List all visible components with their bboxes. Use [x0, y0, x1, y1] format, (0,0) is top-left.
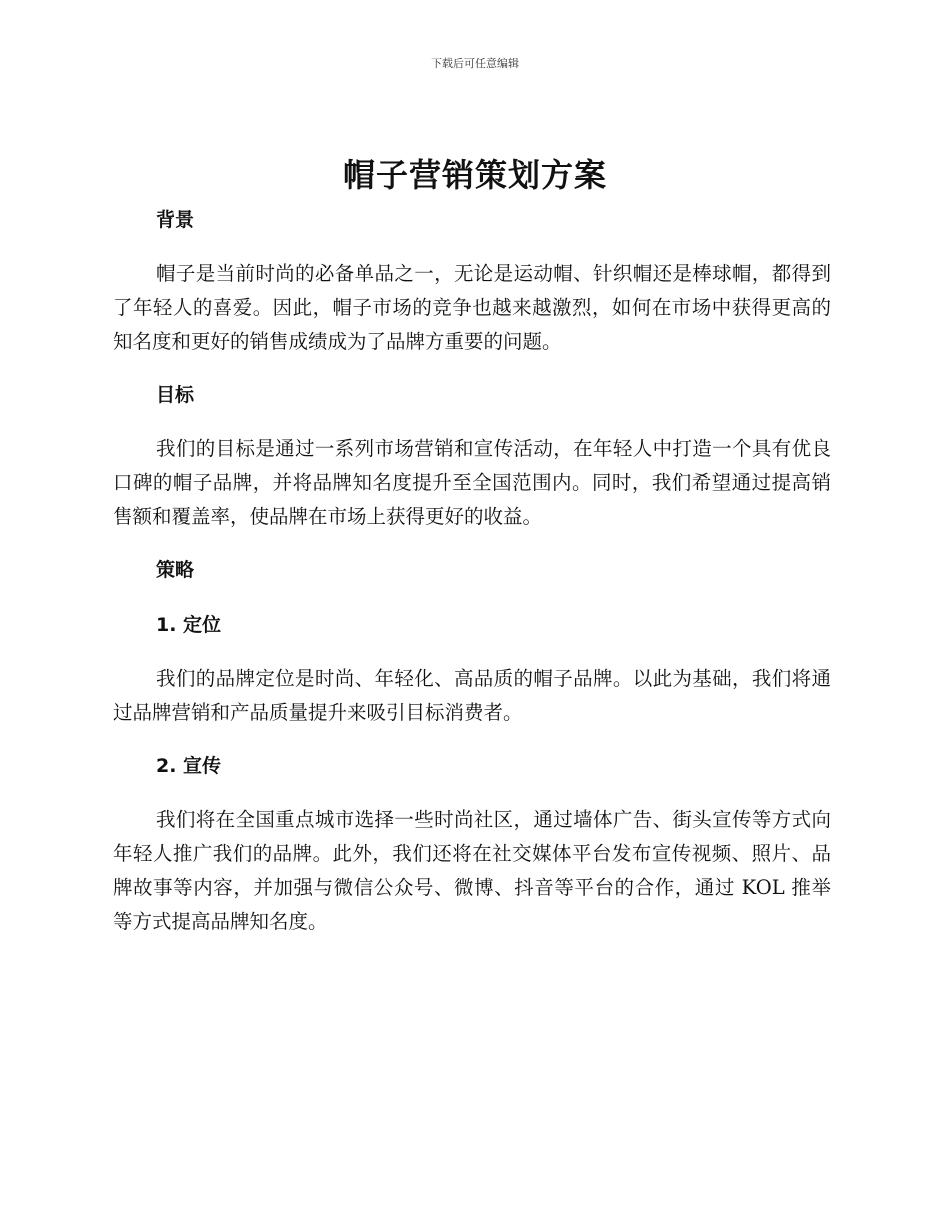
paragraph-positioning: 我们的品牌定位是时尚、年轻化、高品质的帽子品牌。以此为基础，我们将通过品牌营销和产品质量提升来吸引目标消费者。	[113, 667, 831, 724]
document-title: 帽子营销策划方案	[342, 156, 607, 194]
heading-strategy: 策略	[156, 559, 195, 581]
heading-background: 背景	[156, 209, 195, 231]
paragraph-background: 帽子是当前时尚的必备单品之一，无论是运动帽、针织帽还是棒球帽，都得到了年轻人的喜爱。因此，帽子市场的竞争也越来越激烈，如何在市场中获得更高的知名度和更好的销售成绩成为了品牌方重要的问题。	[113, 262, 831, 353]
paragraph-goal: 我们的目标是通过一系列市场营销和宣传活动，在年轻人中打造一个具有优良口碑的帽子品牌，并将品牌知名度提升至全国范围内。同时，我们希望通过提高销售额和覆盖率，使品牌在市场上获得更好的收益。	[113, 437, 831, 528]
heading-goal: 目标	[156, 384, 195, 406]
heading-positioning: 1. 定位	[156, 614, 222, 636]
heading-promotion: 2. 宣传	[156, 755, 222, 777]
paragraph-promotion: 我们将在全国重点城市选择一些时尚社区，通过墙体广告、街头宣传等方式向年轻人推广我们的品牌。此外，我们还将在社交媒体平台发布宣传视频、照片、品牌故事等内容，并加强与微信公众号、微博、抖音等平台的合作，通过 KOL 推举等方式提高品牌知名度。	[113, 808, 831, 933]
page-header-note: 下载后可任意编辑	[431, 57, 519, 70]
document-body	[113, 203, 831, 939]
